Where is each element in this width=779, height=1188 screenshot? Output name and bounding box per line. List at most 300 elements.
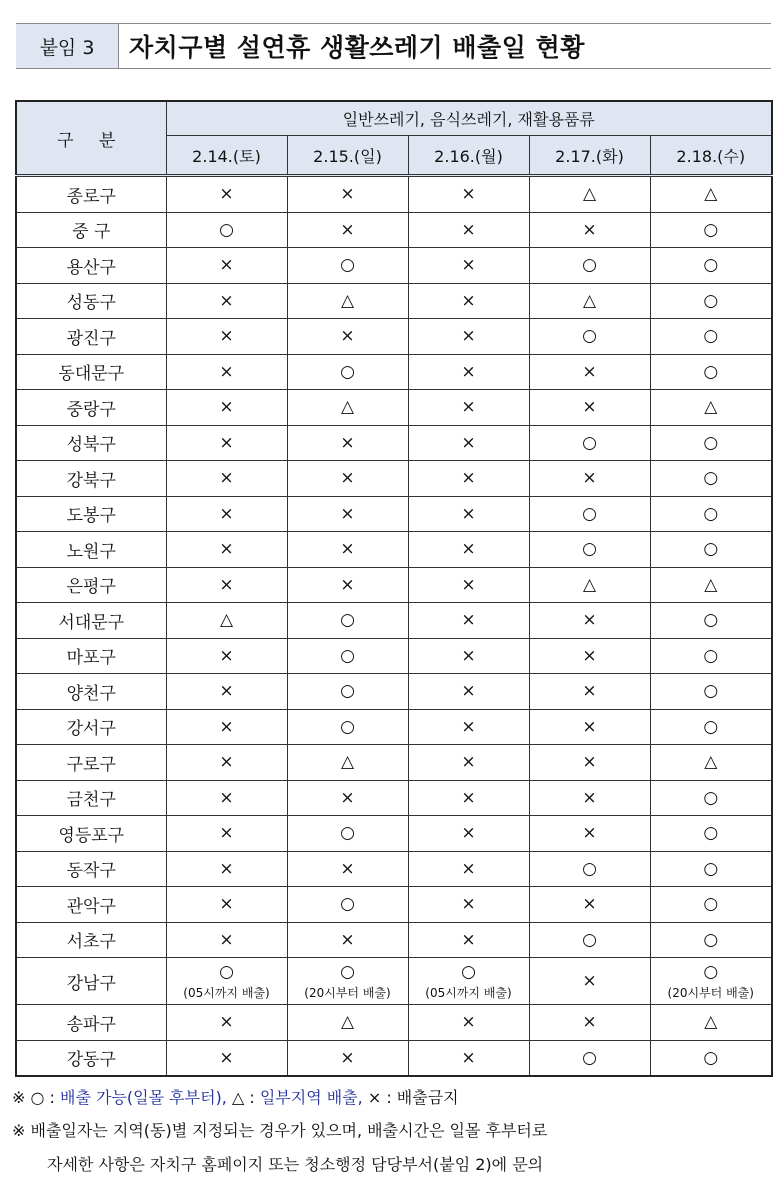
schedule-cell	[287, 922, 408, 958]
schedule-cell	[529, 745, 650, 781]
status-mark: ×	[340, 858, 355, 879]
schedule-cell	[650, 745, 772, 781]
schedule-cell	[529, 212, 650, 248]
status-mark: ○	[703, 961, 719, 982]
status-mark: ○	[340, 894, 355, 915]
table-row	[16, 674, 772, 710]
status-mark: ×	[461, 468, 476, 489]
status-mark: ○	[340, 716, 355, 737]
attachment-tag: 붙임 3	[16, 24, 119, 68]
schedule-cell	[287, 851, 408, 887]
status-mark: ×	[219, 255, 234, 276]
status-mark: ×	[461, 219, 476, 240]
table-row	[16, 709, 772, 745]
schedule-cell	[650, 887, 772, 923]
legend	[12, 1085, 459, 1108]
status-mark: ○	[340, 823, 355, 844]
table-row	[16, 354, 772, 390]
status-mark: ×	[340, 574, 355, 595]
table-row	[16, 816, 772, 852]
table-row	[16, 1005, 772, 1041]
status-mark: ×	[461, 503, 476, 524]
schedule-cell	[650, 674, 772, 710]
table-row	[16, 638, 772, 674]
schedule-cell	[166, 958, 287, 1005]
status-mark: △	[704, 184, 718, 205]
schedule-cell	[287, 390, 408, 426]
status-mark: ×	[219, 681, 234, 702]
schedule-cell	[287, 674, 408, 710]
schedule-cell	[408, 354, 529, 390]
schedule-cell	[529, 1005, 650, 1041]
schedule-cell	[408, 674, 529, 710]
status-mark: ×	[219, 858, 234, 879]
district-name: 중 구	[16, 212, 166, 248]
status-mark: ○	[582, 1047, 597, 1068]
status-mark: ×	[582, 894, 597, 915]
status-mark: ○	[582, 929, 597, 950]
status-mark: ×	[461, 184, 476, 205]
legend-prefix: ※ ○ :	[12, 1088, 61, 1107]
schedule-cell	[650, 390, 772, 426]
schedule-cell	[166, 496, 287, 532]
district-name: 강남구	[16, 958, 166, 1005]
schedule-cell	[529, 816, 650, 852]
status-mark: ×	[219, 397, 234, 418]
status-mark: ×	[219, 823, 234, 844]
status-mark: ○	[703, 894, 719, 915]
status-mark: ×	[461, 787, 476, 808]
district-name: 강서구	[16, 709, 166, 745]
status-mark: ○	[703, 645, 719, 666]
schedule-cell	[287, 567, 408, 603]
status-mark: △	[704, 1012, 718, 1033]
status-mark: ×	[219, 787, 234, 808]
schedule-cell	[529, 319, 650, 355]
status-mark: ×	[219, 894, 234, 915]
table-row	[16, 319, 772, 355]
schedule-cell	[529, 780, 650, 816]
district-name: 강북구	[16, 461, 166, 497]
page-title: 자치구별 설연휴 생활쓰레기 배출일 현황	[129, 33, 585, 62]
schedule-cell	[287, 496, 408, 532]
schedule-cell	[287, 603, 408, 639]
district-name: 중랑구	[16, 390, 166, 426]
schedule-cell	[408, 1005, 529, 1041]
schedule-cell	[166, 745, 287, 781]
table-row	[16, 248, 772, 284]
legend-possible: 배출 가능(일몰 후부터),	[60, 1088, 227, 1107]
table-row	[16, 958, 772, 1005]
status-mark: ○	[582, 858, 597, 879]
schedule-cell	[529, 851, 650, 887]
status-mark: ×	[582, 823, 597, 844]
status-mark: ×	[219, 326, 234, 347]
schedule-cell	[650, 248, 772, 284]
schedule-cell	[529, 248, 650, 284]
schedule-cell	[166, 461, 287, 497]
district-name: 광진구	[16, 319, 166, 355]
title-bar	[16, 23, 771, 69]
schedule-cell	[650, 212, 772, 248]
status-mark: ○	[703, 255, 719, 276]
district-name: 양천구	[16, 674, 166, 710]
status-mark: ○	[703, 539, 719, 560]
status-mark: ×	[582, 787, 597, 808]
schedule-cell	[287, 709, 408, 745]
schedule-cell	[287, 958, 408, 1005]
schedule-cell	[408, 922, 529, 958]
status-mark: ×	[340, 539, 355, 560]
schedule-cell	[529, 283, 650, 319]
schedule-cell	[287, 745, 408, 781]
status-mark: ×	[219, 929, 234, 950]
schedule-cell	[408, 390, 529, 426]
schedule-cell	[408, 532, 529, 568]
status-mark: △	[582, 574, 597, 595]
status-mark: ×	[582, 361, 597, 382]
status-mark: ×	[219, 716, 234, 737]
schedule-cell	[166, 1005, 287, 1041]
legend-partial: 일부지역 배출,	[259, 1088, 363, 1107]
status-mark: ○	[219, 219, 234, 240]
status-mark: ×	[582, 681, 597, 702]
status-mark: ×	[219, 184, 234, 205]
schedule-cell	[166, 425, 287, 461]
cell-note: (05시까지 배출)	[425, 985, 512, 1000]
status-mark: ○	[703, 1047, 719, 1068]
status-mark: ×	[219, 1047, 234, 1068]
status-mark: ×	[219, 1012, 234, 1033]
schedule-cell	[408, 816, 529, 852]
status-mark: ×	[461, 432, 476, 453]
schedule-cell	[287, 176, 408, 213]
schedule-cell	[650, 354, 772, 390]
status-mark: ×	[340, 1047, 355, 1068]
schedule-cell	[650, 851, 772, 887]
status-mark: ×	[340, 219, 355, 240]
date-header: 2.14.(토)	[166, 136, 287, 176]
schedule-cell	[287, 532, 408, 568]
district-name: 종로구	[16, 176, 166, 213]
status-mark: ×	[461, 255, 476, 276]
schedule-cell	[650, 496, 772, 532]
schedule-cell	[650, 532, 772, 568]
district-name: 영등포구	[16, 816, 166, 852]
schedule-cell	[650, 176, 772, 213]
status-mark: ×	[582, 397, 597, 418]
schedule-cell	[166, 638, 287, 674]
status-mark: ○	[703, 787, 719, 808]
status-mark: ×	[340, 432, 355, 453]
status-mark: ○	[703, 432, 719, 453]
status-mark: ×	[582, 1012, 597, 1033]
status-mark: ×	[340, 929, 355, 950]
table-row	[16, 567, 772, 603]
schedule-cell	[650, 638, 772, 674]
schedule-cell	[287, 425, 408, 461]
legend-banned: × : 배출금지	[362, 1088, 459, 1107]
status-mark: ○	[703, 219, 719, 240]
status-mark: ×	[340, 787, 355, 808]
schedule-cell	[408, 780, 529, 816]
schedule-cell	[529, 176, 650, 213]
status-mark: △	[340, 290, 355, 311]
schedule-cell	[408, 745, 529, 781]
status-mark: ×	[340, 468, 355, 489]
status-mark: ×	[461, 539, 476, 560]
table-row	[16, 922, 772, 958]
status-mark: △	[340, 752, 355, 773]
waste-type-header: 일반쓰레기, 음식쓰레기, 재활용품류	[166, 101, 772, 136]
schedule-cell	[650, 1005, 772, 1041]
schedule-cell	[166, 603, 287, 639]
status-mark: △	[340, 397, 355, 418]
schedule-cell	[650, 461, 772, 497]
status-mark: ○	[219, 961, 234, 982]
status-mark: ×	[461, 610, 476, 631]
schedule-cell	[166, 567, 287, 603]
schedule-cell	[650, 425, 772, 461]
district-name: 용산구	[16, 248, 166, 284]
schedule-cell	[650, 1040, 772, 1076]
schedule-cell	[529, 496, 650, 532]
schedule-cell	[408, 709, 529, 745]
status-mark: ○	[703, 361, 719, 382]
status-mark: ×	[219, 574, 234, 595]
status-mark: ○	[340, 610, 355, 631]
schedule-cell	[166, 922, 287, 958]
table-row	[16, 176, 772, 213]
table-row	[16, 283, 772, 319]
cell-note: (20시부터 배출)	[304, 985, 391, 1000]
table-row	[16, 212, 772, 248]
status-mark: ×	[461, 361, 476, 382]
status-mark: ○	[582, 539, 597, 560]
schedule-cell	[408, 496, 529, 532]
status-mark: ○	[340, 361, 355, 382]
status-mark: ×	[340, 503, 355, 524]
schedule-cell	[529, 532, 650, 568]
schedule-cell	[650, 958, 772, 1005]
schedule-cell	[166, 390, 287, 426]
schedule-cell	[529, 922, 650, 958]
status-mark: ×	[219, 539, 234, 560]
table-row	[16, 603, 772, 639]
schedule-cell	[287, 638, 408, 674]
status-mark: ○	[703, 716, 719, 737]
schedule-cell	[650, 816, 772, 852]
status-mark: ×	[582, 610, 597, 631]
status-mark: ×	[219, 290, 234, 311]
schedule-cell	[650, 709, 772, 745]
status-mark: ○	[703, 823, 719, 844]
table-row	[16, 1040, 772, 1076]
schedule-cell	[287, 461, 408, 497]
date-header: 2.16.(월)	[408, 136, 529, 176]
district-name: 서초구	[16, 922, 166, 958]
note-contact: 자세한 사항은 자치구 홈페이지 또는 청소행정 담당부서(붙임 2)에 문의	[47, 1155, 544, 1174]
date-header: 2.15.(일)	[287, 136, 408, 176]
schedule-table	[15, 100, 773, 1077]
district-name: 도봉구	[16, 496, 166, 532]
table-row	[16, 532, 772, 568]
date-header: 2.18.(수)	[650, 136, 772, 176]
schedule-cell	[529, 603, 650, 639]
status-mark: ×	[461, 752, 476, 773]
status-mark: ×	[461, 716, 476, 737]
schedule-cell	[529, 567, 650, 603]
schedule-cell	[166, 354, 287, 390]
schedule-cell	[529, 461, 650, 497]
status-mark: ×	[582, 219, 597, 240]
district-name: 금천구	[16, 780, 166, 816]
schedule-cell	[287, 887, 408, 923]
table-row	[16, 851, 772, 887]
status-mark: ○	[703, 610, 719, 631]
schedule-cell	[408, 461, 529, 497]
district-name: 서대문구	[16, 603, 166, 639]
status-mark: ×	[219, 645, 234, 666]
schedule-cell	[166, 212, 287, 248]
status-mark: ×	[219, 432, 234, 453]
schedule-cell	[650, 319, 772, 355]
schedule-cell	[408, 1040, 529, 1076]
schedule-cell	[287, 283, 408, 319]
status-mark: ×	[461, 574, 476, 595]
status-mark: ×	[461, 1047, 476, 1068]
status-mark: △	[704, 397, 718, 418]
schedule-cell	[287, 354, 408, 390]
status-mark: ○	[340, 961, 355, 982]
schedule-cell	[529, 709, 650, 745]
table-row	[16, 887, 772, 923]
status-mark: ○	[703, 858, 719, 879]
district-name: 성북구	[16, 425, 166, 461]
status-mark: ○	[340, 681, 355, 702]
status-mark: ×	[461, 1012, 476, 1033]
schedule-cell	[529, 425, 650, 461]
schedule-cell	[650, 922, 772, 958]
schedule-cell	[166, 532, 287, 568]
status-mark: ○	[340, 255, 355, 276]
status-mark: ×	[461, 823, 476, 844]
status-mark: △	[704, 752, 718, 773]
status-mark: ×	[582, 468, 597, 489]
district-name: 구로구	[16, 745, 166, 781]
district-name: 은평구	[16, 567, 166, 603]
schedule-cell	[650, 780, 772, 816]
schedule-cell	[166, 674, 287, 710]
schedule-cell	[408, 887, 529, 923]
status-mark: ×	[340, 326, 355, 347]
status-mark: ×	[582, 716, 597, 737]
schedule-cell	[408, 603, 529, 639]
schedule-cell	[287, 319, 408, 355]
status-mark: ×	[219, 361, 234, 382]
status-mark: ×	[219, 503, 234, 524]
district-column-header: 구 분	[16, 101, 166, 176]
district-name: 동대문구	[16, 354, 166, 390]
status-mark: ○	[461, 961, 476, 982]
district-name: 마포구	[16, 638, 166, 674]
schedule-cell	[287, 248, 408, 284]
status-mark: ×	[461, 681, 476, 702]
note-schedule: ※ 배출일자는 지역(동)별 지정되는 경우가 있으며, 배출시간은 일몰 후부터로	[12, 1121, 548, 1140]
schedule-cell	[408, 212, 529, 248]
status-mark: △	[704, 574, 718, 595]
status-mark: ○	[703, 326, 719, 347]
district-name: 강동구	[16, 1040, 166, 1076]
schedule-cell	[166, 1040, 287, 1076]
status-mark: ○	[582, 432, 597, 453]
status-mark: ○	[703, 929, 719, 950]
status-mark: ×	[219, 468, 234, 489]
schedule-cell	[287, 780, 408, 816]
status-mark: ×	[461, 645, 476, 666]
status-mark: ×	[461, 290, 476, 311]
status-mark: ○	[582, 503, 597, 524]
schedule-cell	[529, 390, 650, 426]
schedule-cell	[408, 248, 529, 284]
schedule-cell	[408, 283, 529, 319]
status-mark: ○	[703, 468, 719, 489]
status-mark: ×	[219, 752, 234, 773]
schedule-cell	[166, 283, 287, 319]
status-mark: ×	[340, 184, 355, 205]
date-header: 2.17.(화)	[529, 136, 650, 176]
schedule-cell	[408, 638, 529, 674]
status-mark: ×	[461, 326, 476, 347]
status-mark: △	[219, 610, 234, 631]
schedule-cell	[287, 1040, 408, 1076]
schedule-cell	[166, 887, 287, 923]
district-name: 관악구	[16, 887, 166, 923]
schedule-cell	[287, 1005, 408, 1041]
status-mark: △	[582, 184, 597, 205]
schedule-cell	[408, 319, 529, 355]
status-mark: ×	[461, 894, 476, 915]
status-mark: ○	[582, 326, 597, 347]
district-name: 노원구	[16, 532, 166, 568]
schedule-cell	[166, 816, 287, 852]
schedule-cell	[408, 958, 529, 1005]
schedule-cell	[408, 567, 529, 603]
status-mark: ○	[703, 290, 719, 311]
status-mark: ×	[582, 645, 597, 666]
schedule-cell	[650, 283, 772, 319]
cell-note: (05시까지 배출)	[183, 985, 270, 1000]
table-row	[16, 496, 772, 532]
district-name: 동작구	[16, 851, 166, 887]
schedule-cell	[529, 638, 650, 674]
table-row	[16, 745, 772, 781]
table-row	[16, 390, 772, 426]
schedule-cell	[529, 958, 650, 1005]
schedule-cell	[166, 851, 287, 887]
status-mark: ×	[582, 971, 597, 991]
schedule-cell	[166, 780, 287, 816]
status-mark: △	[582, 290, 597, 311]
schedule-cell	[408, 851, 529, 887]
legend-partial-symbol: △ :	[226, 1088, 260, 1107]
schedule-cell	[529, 674, 650, 710]
status-mark: ×	[461, 397, 476, 418]
status-mark: ○	[703, 503, 719, 524]
schedule-cell	[650, 567, 772, 603]
schedule-cell	[166, 709, 287, 745]
schedule-cell	[650, 603, 772, 639]
